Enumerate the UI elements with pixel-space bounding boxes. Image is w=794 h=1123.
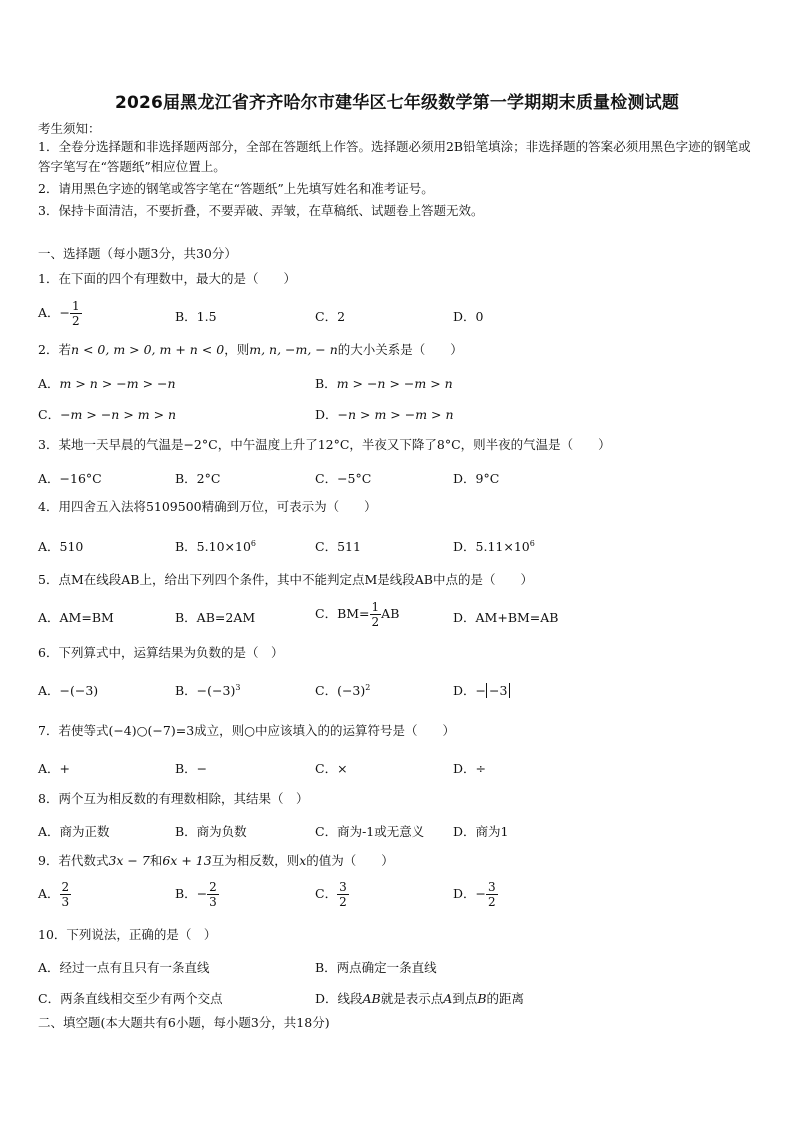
- q7-option-d[interactable]: D．÷: [453, 761, 486, 776]
- q1-option-c[interactable]: C．2: [315, 309, 346, 324]
- q4-option-c[interactable]: C．511: [315, 539, 361, 554]
- notice-item-3: 3．保持卡面清洁，不要折叠，不要弄破、弄皱，在草稿纸、试题卷上答题无效。: [38, 203, 484, 218]
- fraction: $\frac{1}{2}$: [72, 299, 80, 328]
- q2-option-c[interactable]: C．−m > −n > m > n: [38, 407, 177, 422]
- exam-title: 2026届黑龙江省齐齐哈尔市建华区七年级数学第一学期期末质量检测试题: [114, 93, 680, 113]
- question-5-stem: 5．点M在线段AB上，给出下列四个条件，其中不能判定点M是线段AB中点的是（ ）: [38, 572, 533, 587]
- q5-option-b[interactable]: B．AB=2AM: [175, 610, 256, 625]
- question-6-stem: 6．下列算式中，运算结果为负数的是（ ）: [38, 645, 284, 660]
- q6-option-d[interactable]: D．− −3: [453, 681, 510, 699]
- q10-option-b[interactable]: B．两点确定一条直线: [315, 960, 437, 975]
- q9-option-b[interactable]: B．− $\frac{2}{3}$: [175, 880, 217, 909]
- q4-option-d[interactable]: D．$5.11\times 10^6$: [453, 538, 535, 554]
- q10-option-a[interactable]: A．经过一点有且只有一条直线: [38, 960, 210, 975]
- section-choice-heading: 一、选择题（每小题3分，共30分）: [38, 246, 237, 261]
- q8-option-a[interactable]: A．商为正数: [38, 824, 110, 839]
- fraction: $\frac{2}{3}$: [209, 880, 217, 909]
- q1-option-d[interactable]: D．0: [453, 309, 484, 324]
- option-label: A．: [38, 305, 60, 320]
- q2-option-d[interactable]: D．−n > m > −m > n: [315, 407, 454, 422]
- q6-option-a[interactable]: A．−(−3): [38, 683, 99, 698]
- question-8-stem: 8．两个互为相反数的有理数相除，其结果（ ）: [38, 791, 309, 806]
- q6-option-b[interactable]: B．$-(-3)^3$: [175, 682, 241, 698]
- question-9-stem: 9．若代数式3x − 7和6x + 13互为相反数，则x的值为（ ）: [38, 853, 394, 868]
- q10-option-c[interactable]: C．两条直线相交至少有两个交点: [38, 991, 223, 1006]
- q7-option-b[interactable]: B．−: [175, 761, 208, 776]
- q4-option-a[interactable]: A．510: [38, 539, 84, 554]
- question-1-stem: 1．在下面的四个有理数中，最大的是（ ）: [38, 271, 296, 286]
- question-3-stem: 3．某地一天早晨的气温是−2°C，中午温度上升了12°C，半夜又下降了8°C，则半夜的气温是（ ）: [38, 437, 611, 452]
- q10-option-d[interactable]: D．线段AB就是表示点A到点B的距离: [315, 991, 525, 1006]
- question-2-stem: 2．若n < 0, m > 0, m + n < 0，则m, n, −m, − n的大小关系是（ ）: [38, 342, 463, 357]
- q9-option-c[interactable]: C． $\frac{3}{2}$: [315, 880, 347, 909]
- q7-option-a[interactable]: A．+: [38, 761, 71, 776]
- q3-option-a[interactable]: A．−16°C: [38, 471, 102, 486]
- q2-option-a[interactable]: A．m > n > −m > −n: [38, 376, 176, 391]
- q1-option-a[interactable]: [38, 299, 82, 328]
- q9-option-a[interactable]: A． $\frac{2}{3}$: [38, 880, 70, 909]
- notice-heading: 考生须知：: [38, 121, 101, 136]
- q3-option-d[interactable]: D．9°C: [453, 471, 500, 486]
- q7-option-c[interactable]: C．×: [315, 761, 348, 776]
- q8-option-b[interactable]: B．商为负数: [175, 824, 247, 839]
- q6-option-c[interactable]: C．$(-3)^2$: [315, 682, 371, 698]
- q3-option-c[interactable]: C．−5°C: [315, 471, 372, 486]
- question-7-stem: 7．若使等式(−4)○(−7)=3成立，则○中应该填入的的运算符号是（ ）: [38, 723, 456, 738]
- fraction: $\frac{1}{2}$: [371, 600, 380, 629]
- q8-option-c[interactable]: C．商为-1或无意义: [315, 824, 425, 839]
- q8-option-d[interactable]: D．商为1: [453, 824, 509, 839]
- q1-option-b[interactable]: B．1.5: [175, 309, 217, 324]
- q4-option-b[interactable]: B．$5.10\times 10^6$: [175, 538, 256, 554]
- minus-sign: −: [59, 305, 71, 320]
- question-10-stem: 10．下列说法，正确的是（ ）: [38, 927, 217, 942]
- notice-item-1: 1．全卷分选择题和非选择题两部分，全部在答题纸上作答。选择题必须用2B铅笔填涂；非选择题的答案必须用黑色字迹的钢笔或答字笔写在“答题纸”相应位置上。: [38, 139, 751, 174]
- notice-item-2: 2．请用黑色字迹的钢笔或答字笔在“答题纸”上先填写姓名和准考证号。: [38, 181, 434, 196]
- section-fill-heading: 二、填空题(本大题共有6小题，每小题3分，共18分): [38, 1015, 330, 1030]
- q3-option-b[interactable]: B．2°C: [175, 471, 221, 486]
- q5-option-a[interactable]: A．AM=BM: [38, 610, 114, 625]
- q5-option-d[interactable]: D．AM+BM=AB: [453, 610, 559, 625]
- question-4-stem: 4．用四舍五入法将5109500精确到万位，可表示为（ ）: [38, 499, 377, 514]
- q2-option-b[interactable]: B．m > −n > −m > n: [315, 376, 453, 391]
- fraction: $\frac{3}{2}$: [488, 880, 496, 909]
- q9-option-d[interactable]: D．− $\frac{3}{2}$: [453, 880, 496, 909]
- q5-option-c[interactable]: C．BM= $\frac{1}{2}$ AB: [315, 600, 400, 629]
- fraction: $\frac{2}{3}$: [61, 880, 70, 909]
- fraction: $\frac{3}{2}$: [339, 880, 347, 909]
